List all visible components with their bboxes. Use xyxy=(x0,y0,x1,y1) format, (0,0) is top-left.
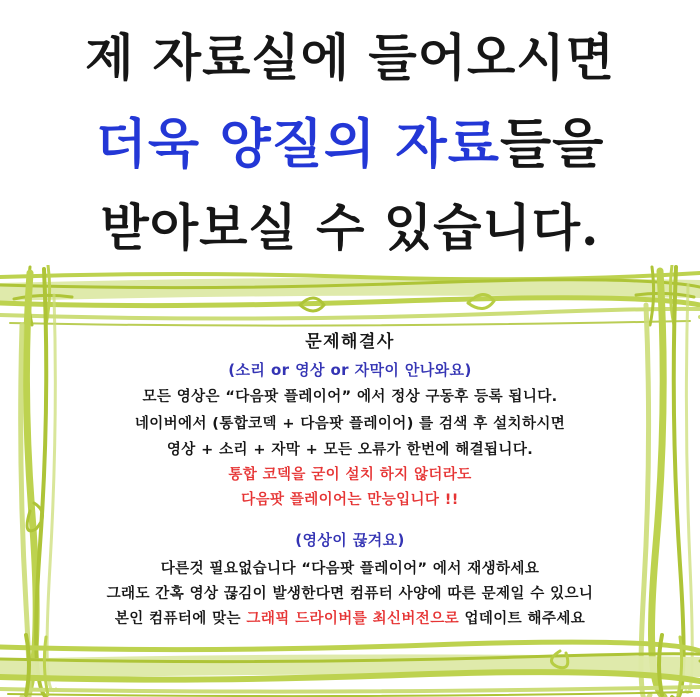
section2-line-3-highlight: 그래픽 드라이버를 최신버전으로 xyxy=(246,611,460,627)
banner-line-2-rest: 들을 xyxy=(499,113,605,175)
top-banner xyxy=(0,0,700,265)
section2-line-2: 그래도 간혹 영상 끊김이 발생한다면 컴퓨터 사양에 따른 문제일 수 있으니 xyxy=(106,586,594,602)
section1-line-3: 영상 + 소리 + 자막 + 모든 오류가 한번에 해결됩니다. xyxy=(166,442,534,458)
banner-line-2-highlight: 더욱 양질의 자료 xyxy=(95,113,500,175)
section2-line-3-suffix: 업데이트 해주세요 xyxy=(459,611,586,627)
section1-warning-1: 통합 코덱을 굳이 설치 하지 않더라도 xyxy=(228,467,472,483)
section1-line-2: 네이버에서 (통합코덱 + 다음팟 플레이어) 를 검색 후 설치하시면 xyxy=(134,416,566,432)
section2-line-3 xyxy=(0,607,700,628)
notice-content xyxy=(0,265,700,697)
banner-line-3: 받아보실 수 있습니다. xyxy=(100,198,600,257)
section2-heading: (영상이 끊겨요) xyxy=(295,531,405,549)
notice-frame-area xyxy=(0,265,700,697)
banner-line-1: 제 자료실에 들어오시면 xyxy=(85,28,615,87)
section1-line-1: 모든 영상은 “다음팟 플레이어” 에서 정상 구동후 등록 됩니다. xyxy=(142,389,558,405)
notice-title: 문제해결사 xyxy=(305,332,395,352)
section2-line-3-prefix: 본인 컴퓨터에 맞는 xyxy=(114,611,247,627)
section2-line-1: 다른것 필요없습니다 “다음팟 플레이어” 에서 재생하세요 xyxy=(160,561,540,577)
section1-warning-2: 다음팟 플레이어는 만능입니다 !! xyxy=(241,492,459,508)
banner-line-2 xyxy=(0,102,700,178)
section1-heading: (소리 or 영상 or 자막이 안나와요) xyxy=(228,361,472,379)
